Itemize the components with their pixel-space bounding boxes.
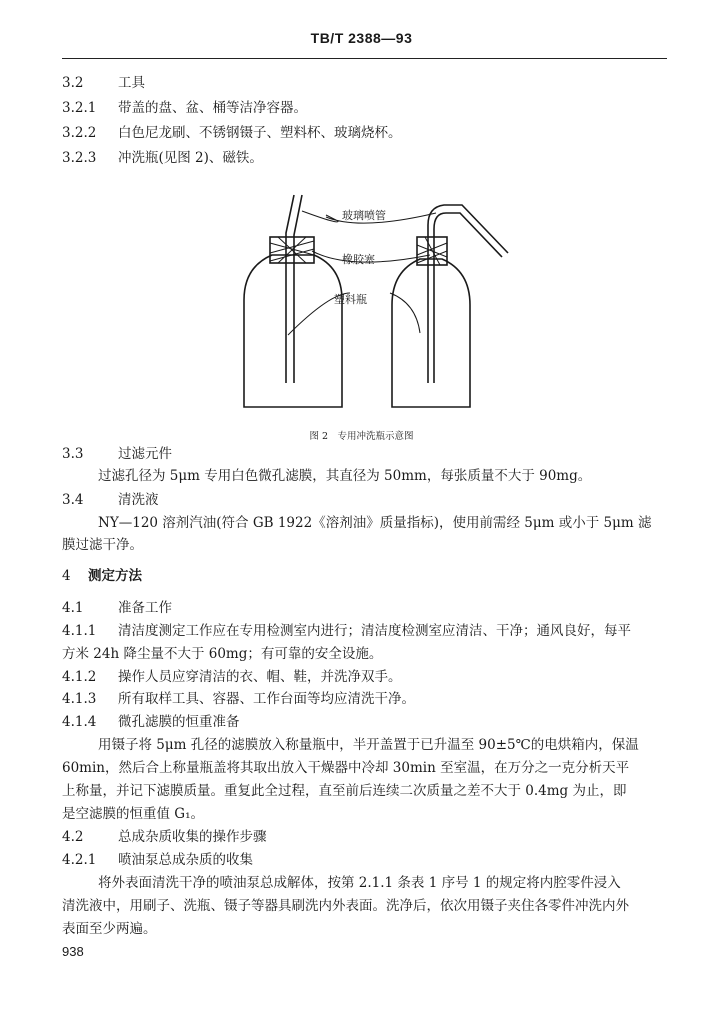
section-title: 过滤元件: [118, 446, 172, 462]
section-4-heading: [62, 566, 142, 586]
item-4-1-1-line-1: [62, 621, 631, 641]
section-number: 4: [62, 568, 71, 584]
leader-lines: [288, 211, 436, 335]
item-text: 清洁度测定工作应在专用检测室内进行；清洁度检测室应清洁、干净；通风良好，每平: [118, 623, 631, 639]
item-4-1-4-heading: [62, 712, 240, 732]
section-3-4-heading: [62, 490, 159, 510]
item-4-1-1-line-2: 方米 24h 降尘量不大于 60mg；有可靠的安全设施。: [62, 646, 383, 662]
label-rubber-stopper: 橡胶塞: [342, 253, 375, 266]
wash-bottle-diagram: [230, 175, 530, 425]
section-title: 清洗液: [118, 492, 159, 508]
standard-number-header: TB/T 2388—93: [310, 30, 413, 46]
section-3-2-heading: [62, 73, 145, 93]
item-4-1-4-line-3: 上称量，并记下滤膜质量。重复此全过程，直至前后连续二次质量之差不大于 0.4mg 为止，即: [62, 783, 627, 799]
figure-caption: 图 2 专用冲洗瓶示意图: [309, 431, 414, 442]
section-number: 4.1: [62, 600, 84, 616]
item-number: 4.1.2: [62, 669, 97, 685]
section-number: 3.4: [62, 492, 84, 508]
item-text: 所有取样工具、容器、工作台面等均应清洗干净。: [118, 691, 415, 707]
item-text: 冲洗瓶(见图 2)、磁铁。: [118, 150, 263, 166]
page-number: 938: [62, 944, 84, 959]
item-title: 微孔滤膜的恒重准备: [118, 714, 240, 730]
right-bottle-body: [392, 259, 470, 407]
item-4-1-4-line-2: 60min，然后合上称量瓶盖将其取出放入干燥器中冷却 30min 至室温，在万分之一克分析天平: [62, 760, 630, 776]
section-3-3-body: 过滤孔径为 5μm 专用白色微孔滤膜，其直径为 50mm，每张质量不大于 90mg。: [98, 468, 592, 484]
item-number: 3.2.2: [62, 125, 97, 141]
header-rule: [62, 58, 667, 59]
section-number: 3.2: [62, 75, 84, 91]
section-title: 测定方法: [88, 568, 142, 584]
item-text: 带盖的盘、盆、桶等洁净容器。: [118, 100, 307, 116]
item-number: 4.2.1: [62, 852, 97, 868]
section-3-4-body-line-2: 膜过滤干净。: [62, 537, 143, 553]
item-4-2-1-line-1: 将外表面清洗干净的喷油泵总成解体，按第 2.1.1 条表 1 序号 1 的规定将内腔零件浸入: [98, 875, 621, 891]
item-3-2-1: [62, 98, 307, 118]
item-3-2-3: [62, 148, 263, 168]
item-title: 喷油泵总成杂质的收集: [118, 852, 253, 868]
section-number: 4.2: [62, 829, 84, 845]
item-number: 3.2.1: [62, 100, 97, 116]
item-number: 4.1.1: [62, 623, 97, 639]
section-number: 3.3: [62, 446, 84, 462]
label-plastic-bottle: 塑料瓶: [334, 293, 367, 306]
item-number: 4.1.3: [62, 691, 97, 707]
right-glass-tube: [428, 205, 508, 383]
section-title: 总成杂质收集的操作步骤: [118, 829, 267, 845]
left-glass-tube: [286, 195, 302, 383]
item-3-2-2: [62, 123, 402, 143]
item-text: 操作人员应穿清洁的衣、帽、鞋，并洗净双手。: [118, 669, 402, 685]
right-stopper-hatch: [417, 237, 447, 265]
item-text: 白色尼龙刷、不锈钢镊子、塑料杯、玻璃烧杯。: [118, 125, 402, 141]
item-4-2-1-line-2: 清洗液中，用刷子、洗瓶、镊子等器具刷洗内外表面。洗净后，依次用镊子夹住各零件冲洗内外: [62, 898, 629, 914]
item-4-1-2: [62, 667, 402, 687]
section-4-2-heading: [62, 827, 267, 847]
item-4-1-4-line-4: 是空滤膜的恒重值 G₁。: [62, 806, 204, 822]
item-number: 4.1.4: [62, 714, 97, 730]
section-3-3-heading: [62, 444, 172, 464]
label-glass-tube: 玻璃喷管: [342, 209, 386, 222]
section-4-1-heading: [62, 598, 172, 618]
left-bottle-body: [244, 255, 342, 407]
left-stopper-hatch: [270, 237, 314, 263]
section-title: 工具: [118, 75, 145, 91]
item-4-2-1-heading: [62, 850, 253, 870]
section-3-4-body-line-1: NY—120 溶剂汽油(符合 GB 1922《溶剂油》质量指标)，使用前需经 5μm 或小于 5μm 滤: [98, 515, 652, 531]
item-number: 3.2.3: [62, 150, 97, 166]
item-4-1-4-line-1: 用镊子将 5μm 孔径的滤膜放入称量瓶中，半开盖置于已升温至 90±5℃的电烘箱内，保温: [98, 737, 639, 753]
item-4-1-3: [62, 689, 415, 709]
item-4-2-1-line-3: 表面至少两遍。: [62, 921, 157, 937]
section-title: 准备工作: [118, 600, 172, 616]
